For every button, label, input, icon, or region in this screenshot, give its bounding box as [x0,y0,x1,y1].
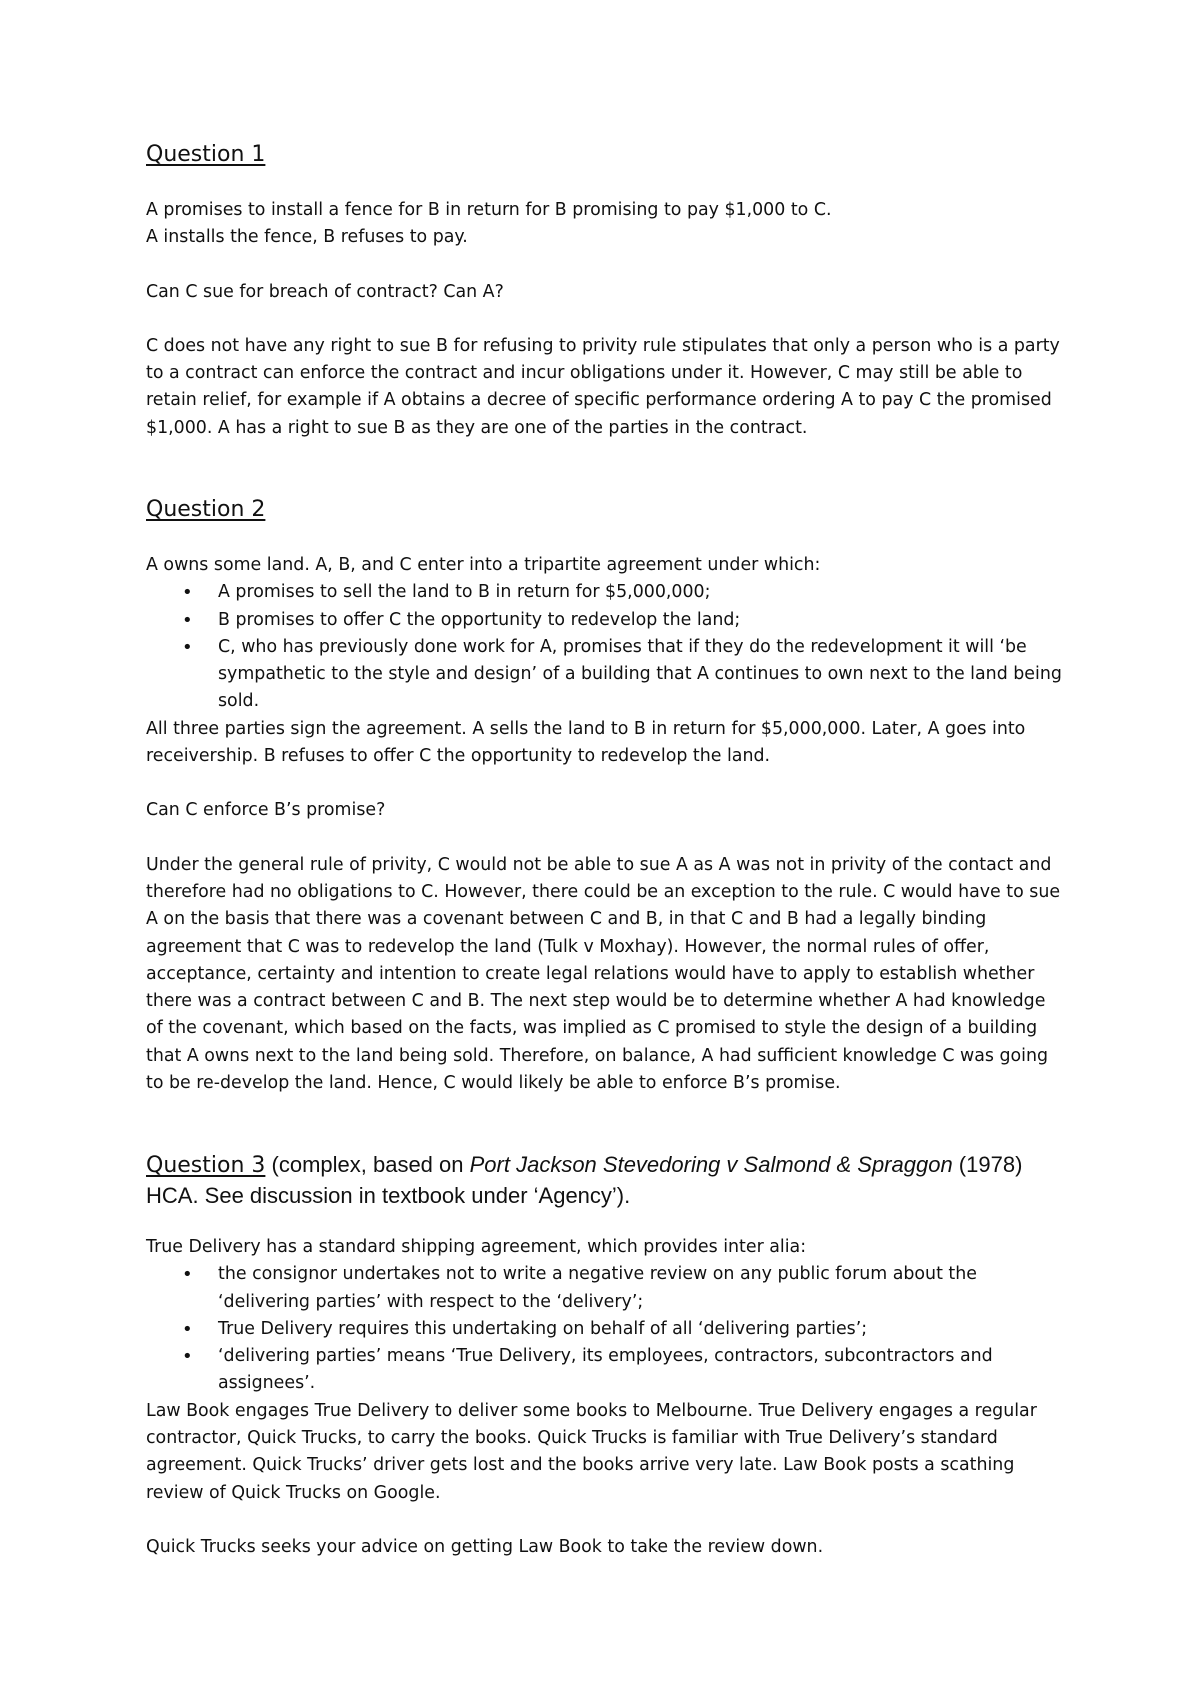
question-2-heading [146,495,1066,525]
question-1-fact: A promises to install a fence for B in return for B promising to pay $1,000 to C. [146,200,832,220]
question-3-note-prefix: (complex, based on [265,1152,470,1177]
list-item: • B promises to offer C the opportunity to redevelop the land; [218,607,1066,634]
question-1-title: Question 1 [146,142,266,167]
question-3-note-suffix: (1978) HCA. See discussion in textbook under ‘Agency’). [146,1152,1023,1208]
question-3-bullet-list [146,1261,1066,1397]
question-3-facts: Law Book engages True Delivery to deliver some books to Melbourne. True Delivery engages a regular contractor, Quick Trucks, to carry the books. Quick Trucks is familiar with True Delivery’s standard agreement. Quick Trucks’ driver gets lost and the books arrive very late. Law Book posts a scathing review of Quick Trucks on Google. [146,1400,1037,1503]
list-item: • C, who has previously done work for A, promises that if they do the redevelopment it will ‘be sympathetic to the style and design’ of a building that A continues to own next to the land being sold. [218,634,1066,716]
question-3-case-name: Port Jackson Stevedoring v Salmond & Spraggon [469,1152,953,1177]
question-1-question: Can C sue for breach of contract? Can A? [146,281,504,302]
question-1-heading [146,140,1066,170]
question-2-bullet-list [146,579,1066,715]
list-item: • the consignor undertakes not to write a negative review on any public forum about the ‘delivering parties’ with respect to the ‘delivery’; [218,1261,1066,1316]
question-3-note [146,1152,1022,1208]
question-3-title: Question 3 [146,1153,266,1178]
question-2-question: Can C enforce B’s promise? [146,800,386,821]
question-3-heading [146,1150,1066,1212]
question-2-section [146,495,1066,1097]
question-3-intro: True Delivery has a standard shipping agreement, which provides inter alia: [146,1237,807,1257]
question-2-intro: A owns some land. A, B, and C enter into a tripartite agreement under which: [146,555,821,575]
question-1-answer: C does not have any right to sue B for refusing to privity rule stipulates that only a person who is a party to a contract can enforce the contract and incur obligations under it. However, C may still be able to retain relief, for example if A obtains a decree of specific performance ordering A to pay C the promised $1,000. A has a right to sue B as they are one of the parties in the contract. [146,335,1060,438]
question-2-answer: Under the general rule of privity, C would not be able to sue A as A was not in privity of the contact and therefore had no obligations to C. However, there could be an exception to the rule. C would have to sue A on the basis that there was a covenant between C and B, in that C and B had a legally binding agreement that C was to redevelop the land (Tulk v Moxhay). However, the normal rules of offer, acceptance, certainty and intention to create legal relations would have to apply to establish whether there was a contract between C and B. The next step would be to determine whether A had knowledge of the covenant, which based on the facts, was implied as C promised to style the design of a building that A owns next to the land being sold. Therefore, on balance, A had sufficient knowledge C was going to be re-develop the land. Hence, C would likely be able to enforce B’s promise. [146,854,1061,1094]
list-item: • ‘delivering parties’ means ‘True Delivery, its employees, contractors, subcontractors and assignees’. [218,1343,1066,1398]
question-1-fact: A installs the fence, B refuses to pay. [146,227,468,248]
list-item: • A promises to sell the land to B in return for $5,000,000; [218,579,1066,606]
question-2-title: Question 2 [146,497,266,522]
question-3-section [146,1150,1066,1561]
question-3-question: Quick Trucks seeks your advice on getting Law Book to take the review down. [146,1536,824,1557]
question-2-facts: All three parties sign the agreement. A sells the land to B in return for $5,000,000. Later, A goes into receivership. B refuses to offer C the opportunity to redevelop the land. [146,718,1026,767]
question-1-section [146,140,1066,442]
list-item: • True Delivery requires this undertaking on behalf of all ‘delivering parties’; [218,1316,1066,1343]
